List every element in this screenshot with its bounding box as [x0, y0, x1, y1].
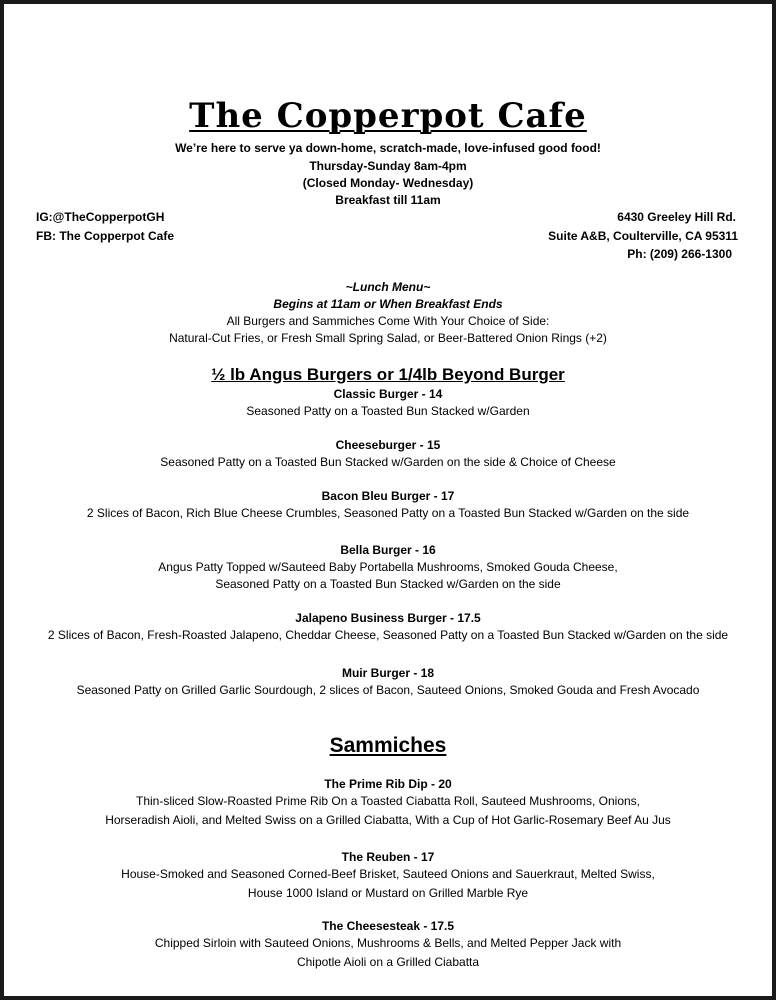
menu-item-description: Seasoned Patty on a Toasted Bun Stacked w/Garden on the side [215, 577, 561, 591]
menu-item-name: The Reuben - 17 [341, 850, 435, 864]
menu-item-name: Cheeseburger - 15 [335, 438, 441, 452]
menu-item-description: Seasoned Patty on Grilled Garlic Sourdough, 2 slices of Bacon, Sauteed Onions, Smoked Gouda and Fresh Avocado [76, 683, 700, 697]
facebook-handle: FB: The Copperpot Cafe [36, 229, 174, 243]
menu-page [4, 4, 772, 996]
menu-item-name: Jalapeno Business Burger - 17.5 [295, 611, 481, 625]
menu-item-description: Chipped Sirloin with Sauteed Onions, Mushrooms & Bells, and Melted Pepper Jack with [154, 936, 622, 950]
menu-item-description: 2 Slices of Bacon, Fresh-Roasted Jalapeno, Cheddar Cheese, Seasoned Patty on a Toasted Bun Stacked w/Garden on the side [47, 628, 729, 642]
menu-item-description: House-Smoked and Seasoned Corned-Beef Brisket, Sauteed Onions and Sauerkraut, Melted Swiss, [121, 867, 655, 881]
lunch-menu-title: ~Lunch Menu~ [345, 280, 431, 294]
phone-number: Ph: (209) 266-1300 [627, 247, 732, 261]
instagram-handle: IG:@TheCopperpotGH [36, 210, 165, 224]
sammiches-heading: Sammiches [329, 734, 447, 757]
menu-item-name: The Cheesesteak - 17.5 [321, 919, 455, 933]
menu-item-description: 2 Slices of Bacon, Rich Blue Cheese Crumbles, Seasoned Patty on a Toasted Bun Stacked w/Garden on the side [86, 506, 690, 520]
cafe-title: The Copperpot Cafe [189, 96, 587, 136]
menu-item-name: The Prime Rib Dip - 20 [324, 777, 452, 791]
menu-item-name: Classic Burger - 14 [333, 387, 443, 401]
menu-item-description: Horseradish Aioli, and Melted Swiss on a Grilled Ciabatta, With a Cup of Hot Garlic-Rosemary Beef Au Jus [105, 813, 671, 827]
lunch-begins: Begins at 11am or When Breakfast Ends [273, 297, 503, 311]
menu-item-name: Muir Burger - 18 [341, 666, 434, 680]
tagline: We’re here to serve ya down-home, scratch-made, love-infused good food! [175, 141, 601, 155]
menu-item-name: Bella Burger - 16 [340, 543, 436, 557]
menu-item-description: Thin-sliced Slow-Roasted Prime Rib On a Toasted Ciabatta Roll, Sauteed Mushrooms, Onions, [135, 794, 640, 808]
burgers-heading: ½ lb Angus Burgers or 1/4lb Beyond Burger [211, 365, 565, 384]
sides-intro: All Burgers and Sammiches Come With Your Choice of Side: [226, 314, 550, 328]
sides-list: Natural-Cut Fries, or Fresh Small Spring Salad, or Beer-Battered Onion Rings (+2) [169, 331, 607, 345]
menu-item-description: Chipotle Aioli on a Grilled Ciabatta [296, 955, 480, 969]
closed-days: (Closed Monday- Wednesday) [302, 176, 474, 190]
menu-item-name: Bacon Bleu Burger - 17 [321, 489, 455, 503]
hours: Thursday-Sunday 8am-4pm [309, 159, 467, 173]
menu-item-description: House 1000 Island or Mustard on Grilled Marble Rye [247, 886, 529, 900]
address-line-1: 6430 Greeley Hill Rd. [617, 210, 736, 224]
menu-item-description: Angus Patty Topped w/Sauteed Baby Portabella Mushrooms, Smoked Gouda Cheese, [158, 560, 618, 574]
menu-item-description: Seasoned Patty on a Toasted Bun Stacked w/Garden on the side & Choice of Cheese [160, 455, 616, 469]
address-line-2: Suite A&B, Coulterville, CA 95311 [548, 229, 738, 243]
breakfast-hours: Breakfast till 11am [335, 193, 441, 207]
menu-item-description: Seasoned Patty on a Toasted Bun Stacked w/Garden [246, 404, 530, 418]
